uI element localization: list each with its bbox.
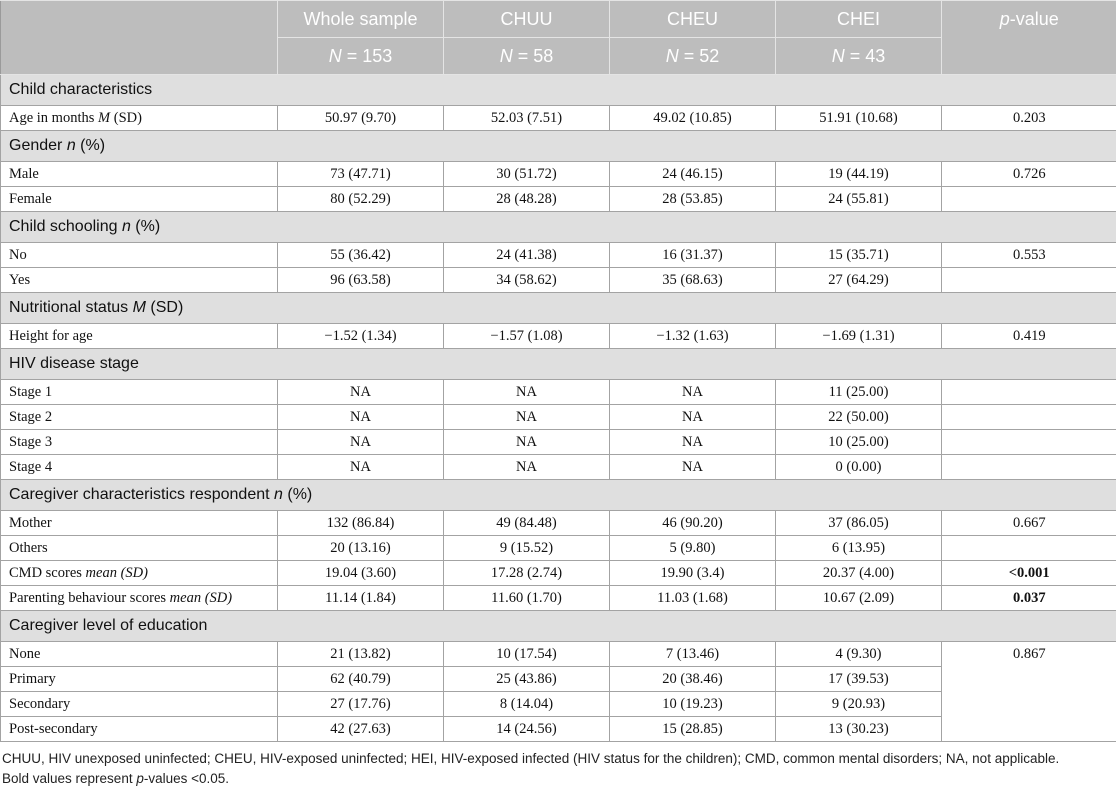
value-whole-sample: −1.52 (1.34) <box>278 324 444 349</box>
sample-size-cheu <box>610 38 776 75</box>
value-chei: 13 (30.23) <box>776 717 942 742</box>
value-cheu: 49.02 (10.85) <box>610 106 776 131</box>
value-chei: 4 (9.30) <box>776 642 942 667</box>
text: No <box>9 246 27 263</box>
column-header-cheu: CHEU <box>610 1 776 38</box>
table-footnotes <box>0 742 1116 789</box>
value-whole-sample: 19.04 (3.60) <box>278 561 444 586</box>
text: Stage 3 <box>9 433 53 450</box>
value-chei: 10 (25.00) <box>776 430 942 455</box>
text: Stage 1 <box>9 383 53 400</box>
value-cheu: −1.32 (1.63) <box>610 324 776 349</box>
sample-size-chei <box>776 38 942 75</box>
value-whole-sample: NA <box>278 380 444 405</box>
text: Secondary <box>9 695 71 712</box>
text: Stage 2 <box>9 408 53 425</box>
text: Child characteristics <box>9 81 153 98</box>
note-p-symbol: p <box>136 771 144 786</box>
n-value: = 52 <box>678 45 720 66</box>
section-header-row <box>1 611 1116 642</box>
text: Yes <box>9 271 31 288</box>
value-cheu: 5 (9.80) <box>610 536 776 561</box>
value-cheu: 24 (46.15) <box>610 162 776 187</box>
p-value-cell: 0.419 <box>942 324 1116 349</box>
value-cheu: 7 (13.46) <box>610 642 776 667</box>
table-row <box>1 324 1116 349</box>
section-header-row <box>1 212 1116 243</box>
value-whole-sample: 96 (63.58) <box>278 268 444 293</box>
value-chuu: −1.57 (1.08) <box>444 324 610 349</box>
row-label <box>1 717 278 742</box>
section-header-row <box>1 131 1116 162</box>
value-cheu: 10 (19.23) <box>610 692 776 717</box>
p-value-italic-symbol: p <box>999 9 1010 29</box>
italic-text: mean (SD) <box>85 564 148 581</box>
row-label <box>1 430 278 455</box>
row-label <box>1 561 278 586</box>
value-chuu: 11.60 (1.70) <box>444 586 610 611</box>
note-text: -values <0.05. <box>143 771 230 786</box>
value-chuu: 17.28 (2.74) <box>444 561 610 586</box>
value-whole-sample: 21 (13.82) <box>278 642 444 667</box>
p-value-cell: 0.203 <box>942 106 1116 131</box>
table-row <box>1 536 1116 561</box>
italic-text: M <box>98 109 111 126</box>
table-body <box>1 75 1116 742</box>
text: Caregiver level of education <box>9 617 208 634</box>
text: (%) <box>130 218 161 235</box>
value-chei: 10.67 (2.09) <box>776 586 942 611</box>
bold-values-note <box>2 769 1112 789</box>
p-value-cell <box>942 268 1116 293</box>
text: Parenting behaviour scores <box>9 589 170 606</box>
value-chuu: NA <box>444 455 610 480</box>
section-title <box>1 480 1116 511</box>
section-header-row <box>1 75 1116 106</box>
section-title <box>1 349 1116 380</box>
text: HIV disease stage <box>9 355 139 372</box>
text: None <box>9 645 41 662</box>
table-header <box>1 1 1116 75</box>
row-label <box>1 106 278 131</box>
italic-text: M <box>132 299 146 316</box>
value-chei: 24 (55.81) <box>776 187 942 212</box>
row-label <box>1 667 278 692</box>
p-value-cell <box>942 187 1116 212</box>
italic-text: n <box>274 486 283 503</box>
section-header-row <box>1 349 1116 380</box>
value-whole-sample: 20 (13.16) <box>278 536 444 561</box>
sample-size-whole-sample <box>278 38 444 75</box>
value-whole-sample: 73 (47.71) <box>278 162 444 187</box>
italic-text: n <box>66 137 76 154</box>
value-chuu: 9 (15.52) <box>444 536 610 561</box>
row-label <box>1 243 278 268</box>
section-title <box>1 75 1116 106</box>
value-cheu: 46 (90.20) <box>610 511 776 536</box>
value-chei: 19 (44.19) <box>776 162 942 187</box>
text: Male <box>9 165 39 182</box>
p-value-cell <box>942 536 1116 561</box>
n-symbol: N <box>328 45 342 66</box>
value-cheu: NA <box>610 455 776 480</box>
value-chuu: 10 (17.54) <box>444 642 610 667</box>
value-chuu: 24 (41.38) <box>444 243 610 268</box>
table-row <box>1 561 1116 586</box>
value-cheu: 16 (31.37) <box>610 243 776 268</box>
value-chuu: NA <box>444 405 610 430</box>
value-cheu: 19.90 (3.4) <box>610 561 776 586</box>
p-value-cell: 0.553 <box>942 243 1116 268</box>
value-whole-sample: 132 (86.84) <box>278 511 444 536</box>
table-row <box>1 455 1116 480</box>
value-chei: 17 (39.53) <box>776 667 942 692</box>
value-cheu: 35 (68.63) <box>610 268 776 293</box>
value-chei: 37 (86.05) <box>776 511 942 536</box>
p-value-suffix: -value <box>1009 9 1059 29</box>
value-chuu: 25 (43.86) <box>444 667 610 692</box>
text: (SD) <box>110 109 142 126</box>
text: Gender <box>9 137 67 154</box>
text: Caregiver characteristics respondent <box>9 486 275 503</box>
p-value-cell <box>942 430 1116 455</box>
section-header-row <box>1 293 1116 324</box>
row-label <box>1 380 278 405</box>
text: Mother <box>9 514 52 531</box>
text: Others <box>9 539 48 556</box>
value-whole-sample: 55 (36.42) <box>278 243 444 268</box>
value-whole-sample: 11.14 (1.84) <box>278 586 444 611</box>
italic-text: mean (SD) <box>169 589 233 606</box>
value-cheu: 20 (38.46) <box>610 667 776 692</box>
row-label <box>1 162 278 187</box>
text: Height for age <box>9 327 93 344</box>
value-chei: 11 (25.00) <box>776 380 942 405</box>
p-value-cell <box>942 455 1116 480</box>
table-row <box>1 380 1116 405</box>
n-symbol: N <box>831 45 845 66</box>
table-row <box>1 162 1116 187</box>
text: Primary <box>9 670 56 687</box>
text: Child schooling <box>9 218 122 235</box>
value-chei: 0 (0.00) <box>776 455 942 480</box>
row-label <box>1 642 278 667</box>
value-whole-sample: 50.97 (9.70) <box>278 106 444 131</box>
value-chei: 15 (35.71) <box>776 243 942 268</box>
text: (%) <box>75 137 106 154</box>
text: Female <box>9 190 52 207</box>
p-value-cell: 0.867 <box>942 642 1116 742</box>
value-cheu: 15 (28.85) <box>610 717 776 742</box>
value-whole-sample: 62 (40.79) <box>278 667 444 692</box>
row-label <box>1 187 278 212</box>
value-chei: 20.37 (4.00) <box>776 561 942 586</box>
table-row <box>1 642 1116 667</box>
value-chei: 6 (13.95) <box>776 536 942 561</box>
column-header-p-value <box>942 1 1116 75</box>
row-label <box>1 324 278 349</box>
row-label <box>1 511 278 536</box>
row-label <box>1 536 278 561</box>
n-value: = 153 <box>341 45 393 66</box>
table-row <box>1 586 1116 611</box>
table-row <box>1 511 1116 536</box>
table-row <box>1 268 1116 293</box>
value-cheu: NA <box>610 430 776 455</box>
sample-size-chuu <box>444 38 610 75</box>
value-whole-sample: NA <box>278 430 444 455</box>
p-value-cell: 0.726 <box>942 162 1116 187</box>
section-title <box>1 212 1116 243</box>
value-chei: 51.91 (10.68) <box>776 106 942 131</box>
table-row <box>1 106 1116 131</box>
header-corner-cell <box>1 1 278 75</box>
value-chuu: 8 (14.04) <box>444 692 610 717</box>
table-row <box>1 430 1116 455</box>
row-label <box>1 586 278 611</box>
value-chuu: 52.03 (7.51) <box>444 106 610 131</box>
text: Age in months <box>9 109 99 126</box>
text: CMD scores <box>9 564 86 581</box>
value-chuu: 30 (51.72) <box>444 162 610 187</box>
value-chei: −1.69 (1.31) <box>776 324 942 349</box>
text: (SD) <box>145 299 184 316</box>
n-symbol: N <box>499 45 513 66</box>
text: Post-secondary <box>9 720 98 737</box>
table-row <box>1 243 1116 268</box>
p-value-cell: 0.667 <box>942 511 1116 536</box>
value-whole-sample: NA <box>278 455 444 480</box>
value-cheu: NA <box>610 380 776 405</box>
column-header-chei: CHEI <box>776 1 942 38</box>
value-cheu: 11.03 (1.68) <box>610 586 776 611</box>
section-header-row <box>1 480 1116 511</box>
value-whole-sample: NA <box>278 405 444 430</box>
abbreviations-note: CHUU, HIV unexposed uninfected; CHEU, HIV-exposed uninfected; HEI, HIV-exposed infected (HIV status for the children); CMD, common mental disorders; NA, not applicable. <box>2 751 1060 766</box>
value-cheu: NA <box>610 405 776 430</box>
value-chuu: NA <box>444 430 610 455</box>
table-row <box>1 405 1116 430</box>
value-chuu: 34 (58.62) <box>444 268 610 293</box>
row-label <box>1 692 278 717</box>
header-row-titles <box>1 1 1116 38</box>
text: Stage 4 <box>9 458 53 475</box>
value-chuu: 28 (48.28) <box>444 187 610 212</box>
p-value-cell: <0.001 <box>942 561 1116 586</box>
value-whole-sample: 42 (27.63) <box>278 717 444 742</box>
value-whole-sample: 80 (52.29) <box>278 187 444 212</box>
text: (%) <box>282 486 313 503</box>
row-label <box>1 268 278 293</box>
section-title <box>1 611 1116 642</box>
section-title <box>1 131 1116 162</box>
n-value: = 58 <box>512 45 554 66</box>
value-chei: 27 (64.29) <box>776 268 942 293</box>
italic-text: n <box>121 218 131 235</box>
p-value-cell: 0.037 <box>942 586 1116 611</box>
value-whole-sample: 27 (17.76) <box>278 692 444 717</box>
value-chuu: 49 (84.48) <box>444 511 610 536</box>
section-title <box>1 293 1116 324</box>
p-value-cell <box>942 405 1116 430</box>
value-chei: 9 (20.93) <box>776 692 942 717</box>
text: Nutritional status <box>9 299 133 316</box>
column-header-whole-sample: Whole sample <box>278 1 444 38</box>
row-label <box>1 455 278 480</box>
value-chuu: NA <box>444 380 610 405</box>
row-label <box>1 405 278 430</box>
n-value: = 43 <box>844 45 886 66</box>
p-value-cell <box>942 380 1116 405</box>
value-chei: 22 (50.00) <box>776 405 942 430</box>
note-text: Bold values represent <box>2 771 137 786</box>
n-symbol: N <box>665 45 679 66</box>
value-cheu: 28 (53.85) <box>610 187 776 212</box>
value-chuu: 14 (24.56) <box>444 717 610 742</box>
table-row <box>1 187 1116 212</box>
column-header-chuu: CHUU <box>444 1 610 38</box>
